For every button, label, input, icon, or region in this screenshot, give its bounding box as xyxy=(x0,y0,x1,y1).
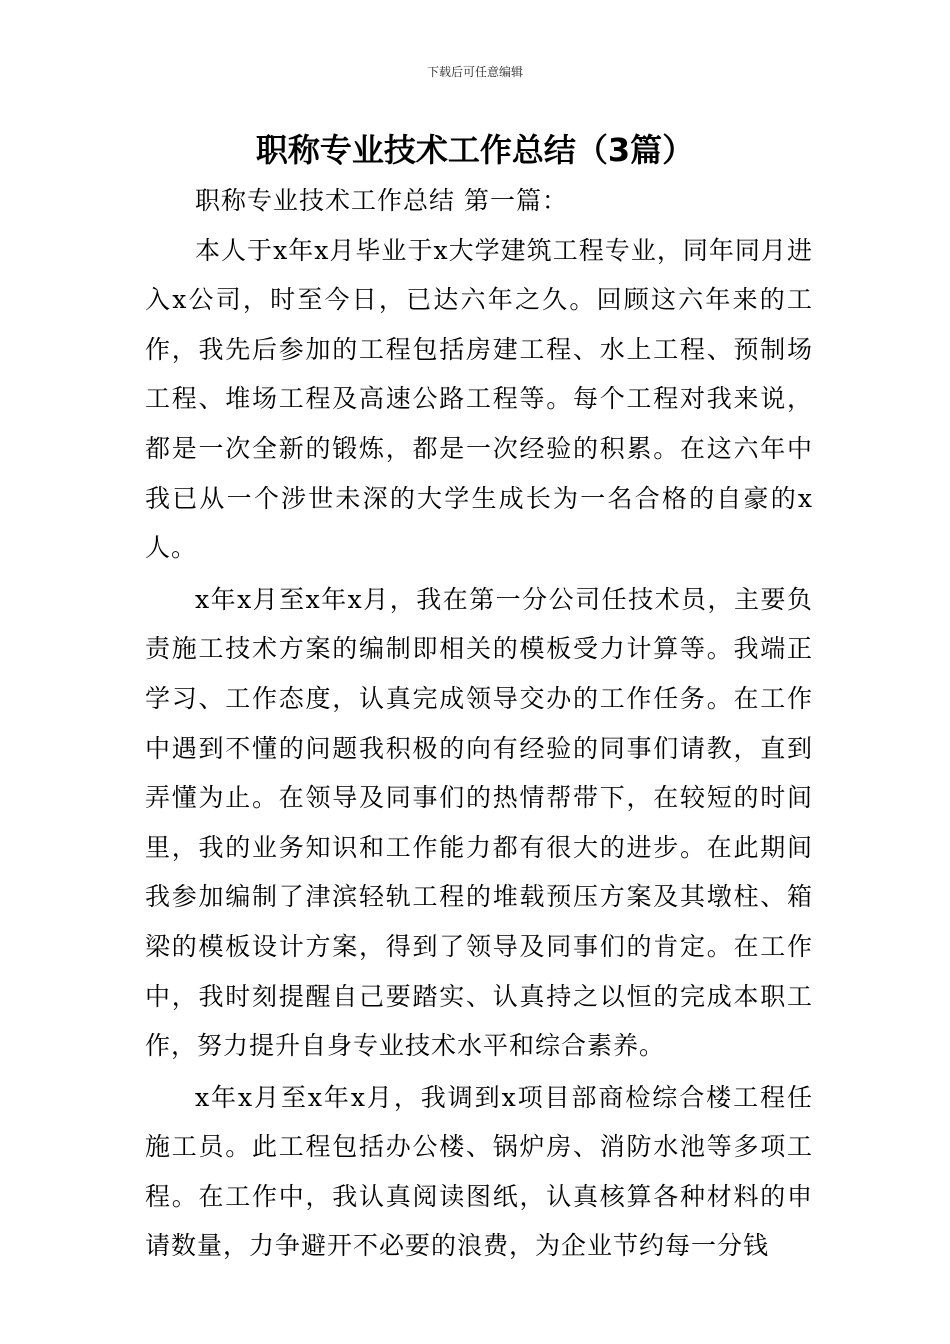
document-title: 职称专业技术工作总结（3篇） xyxy=(255,131,695,169)
document-body xyxy=(145,176,813,1271)
section-heading: 职称专业技术工作总结 第一篇： xyxy=(195,186,568,215)
paragraph-3: x年x月至x年x月，我调到x项目部商检综合楼工程任施工员。此工程包括办公楼、锅炉房、消防水池等多项工程。在工作中，我认真阅读图纸，认真核算各种材料的申请数量，力争避开不必要的浪费，为企业节约每一分钱 xyxy=(145,1082,813,1261)
download-note: 下载后可任意编辑 xyxy=(426,65,523,79)
paragraph-1: 本人于x年x月毕业于x大学建筑工程专业，同年同月进入x公司，时至今日，已达六年之久。回顾这六年来的工作，我先后参加的工程包括房建工程、水上工程、预制场工程、堆场工程及高速公路工程等。每个工程对我来说，都是一次全新的锻炼，都是一次经验的积累。在这六年中我已从一个涉世未深的大学生成长为一名合格的自豪的x人。 xyxy=(145,235,813,563)
paragraph-2: x年x月至x年x月，我在第一分公司任技术员，主要负责施工技术方案的编制即相关的模板受力计算等。我端正学习、工作态度，认真完成领导交办的工作任务。在工作中遇到不懂的问题我积极的向有经验的同事们请教，直到弄懂为止。在领导及同事们的热情帮带下，在较短的时间里，我的业务知识和工作能力都有很大的进步。在此期间我参加编制了津滨轻轨工程的堆载预压方案及其墩柱、箱梁的模板设计方案，得到了领导及同事们的肯定。在工作中，我时刻提醒自己要踏实、认真持之以恒的完成本职工作，努力提升自身专业技术水平和综合素养。 xyxy=(145,584,813,1061)
